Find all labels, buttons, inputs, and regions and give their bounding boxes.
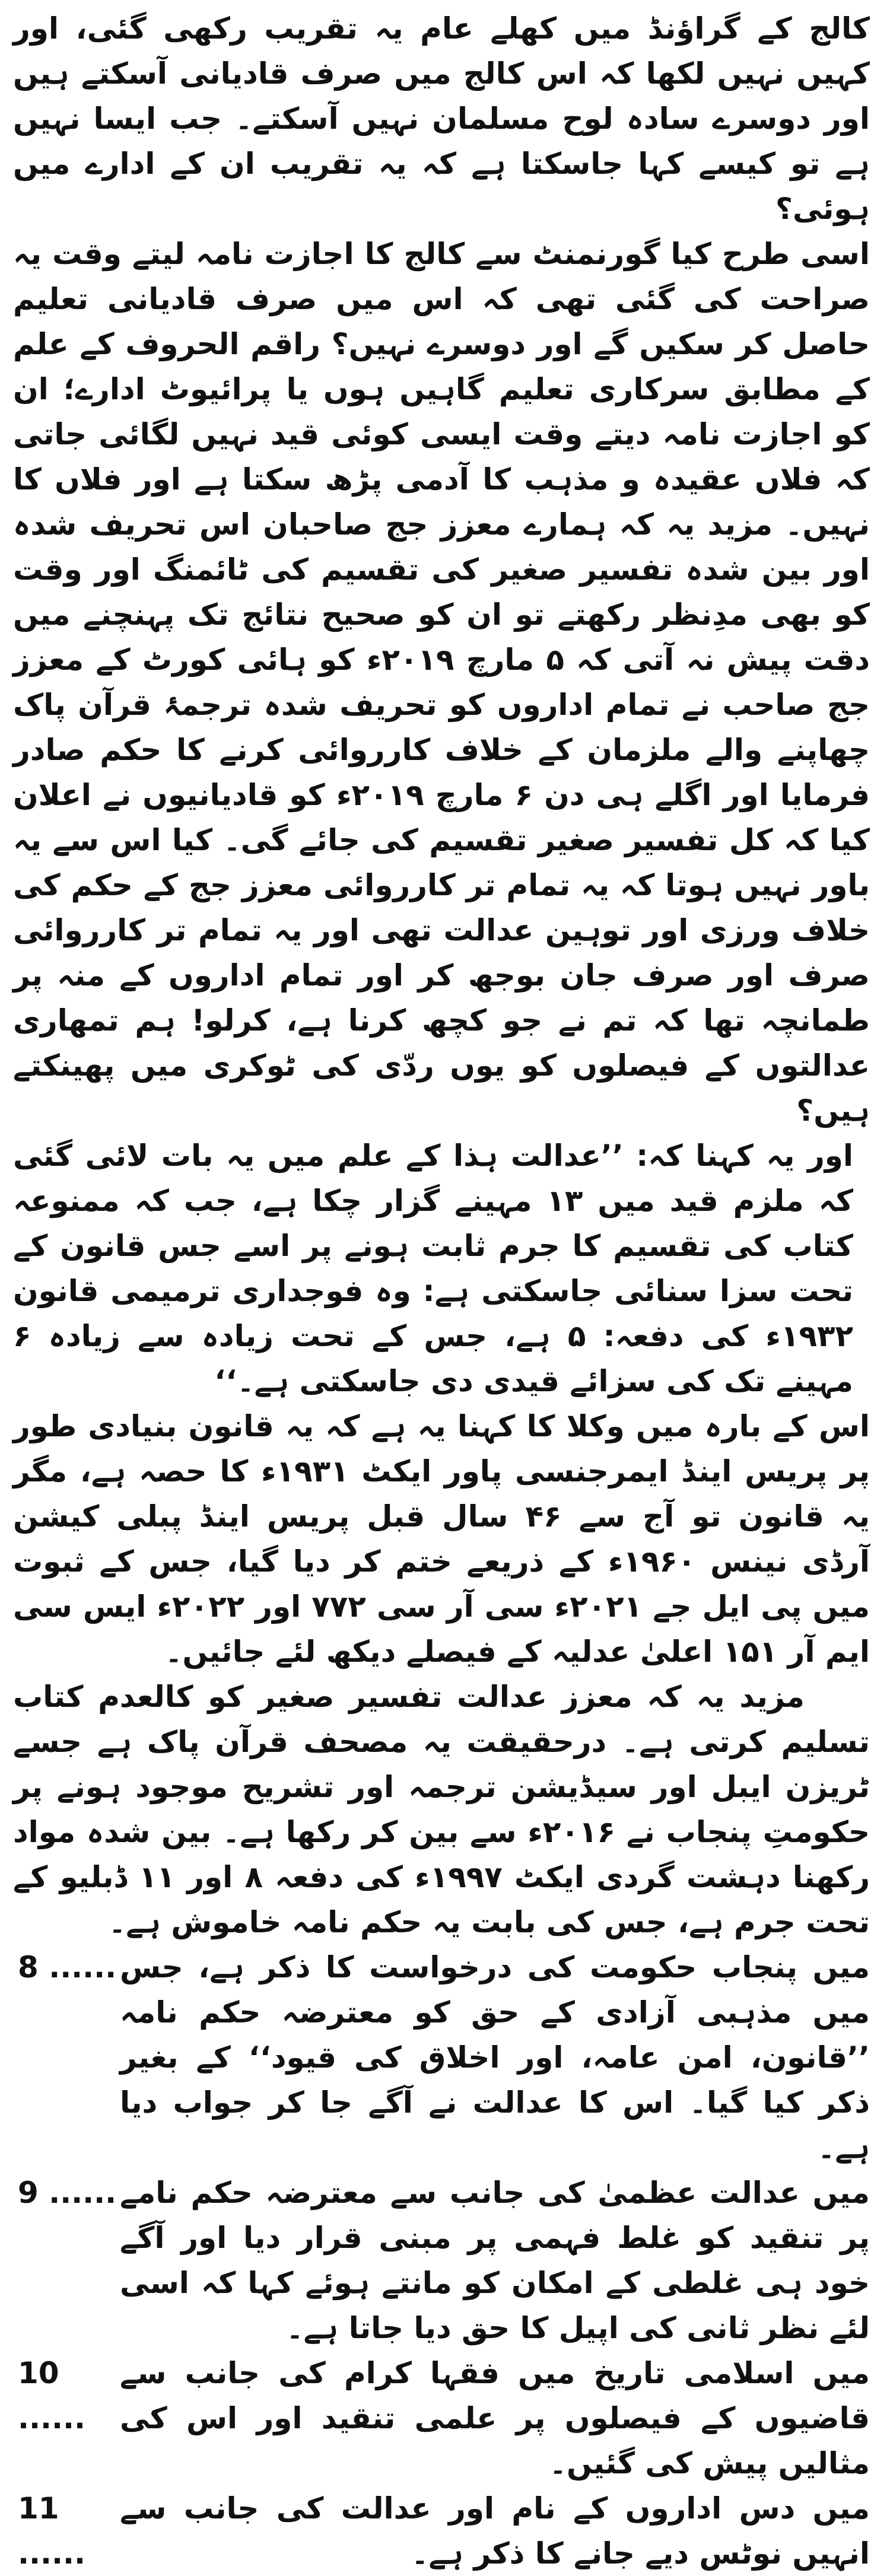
numbered-item-label: 9 ...... [18, 2176, 117, 2210]
numbered-item-11 [13, 2486, 870, 2576]
numbered-item-9 [13, 2170, 870, 2351]
numbered-item-text: میں عدالت عظمیٰ کی جانب سے معترضہ حکم نامے پر تنقید کو غلط فہمی پر مبنی قرار دیا اور آگے خود ہی غلطی کے امکان کو مانتے ہوئے کہا کہ اسی لئے نظر ثانی کی اپیل کا حق دیا جاتا ہے۔ [120, 2176, 870, 2345]
paragraph-court-quote: اور یہ کہنا کہ: ’’عدالت ہذا کے علم میں یہ بات لائی گئی کہ ملزم قید میں ۱۳ مہینے گزار چکا ہے، جب کہ ممنوعہ کتاب کی تقسیم کا جرم ثابت ہونے پر اسے جس قانون کے تحت سزا سنائی جاسکتی ہے: وہ فوجداری ترمیمی قانون ۱۹۳۲ء کی دفعہ: ۵ ہے، جس کے تحت زیادہ سے زیادہ ۶ مہینے تک کی سزائے قیدی دی جاسکتی ہے۔‘‘ [13, 1138, 854, 1398]
numbered-item-label: 8 ...... [18, 1950, 117, 1985]
numbered-item-10 [13, 2351, 870, 2486]
numbered-item-label: 10 ...... [18, 2356, 85, 2435]
numbered-item-text: میں پنجاب حکومت کی درخواست کا ذکر ہے، جس میں مذہبی آزادی کے حق کو معترضہ حکم نامہ ’’قانون، امن عامہ، اور اخلاق کی قیود‘‘ کے بغیر ذکر کیا گیا۔ اس کا عدالت نے آگے جا کر جواب دیا ہے۔ [120, 1950, 870, 2165]
numbered-item-8 [13, 1945, 870, 2170]
numbered-item-label: 11 ...... [18, 2491, 85, 2571]
document-page [13, 0, 870, 2571]
paragraph-banned-book: مزید یہ کہ معزز عدالت تفسیر صغیر کو کالعدم کتاب تسلیم کرتی ہے۔ درحقیقت یہ مصحف قرآن پاک ہے جسے ٹریزن ایبل اور سیڈیشن ترجمہ اور تشریح موجود ہونے پر حکومتِ پنجاب نے ۲۰۱۶ء سے بین کر رکھا ہے۔ بین شدہ مواد رکھنا دہشت گردی ایکٹ ۱۹۹۷ء کی دفعہ ۸ اور ۱۱ ڈبلیو کے تحت جرم ہے، جس کی بابت یہ حکم نامہ خاموش ہے۔ [13, 1680, 870, 1939]
paragraph-college-ceremony: کالج کے گراؤنڈ میں کھلے عام یہ تقریب رکھی گئی، اور کہیں نہیں لکھا کہ اس کالج میں صرف قادیانی آسکتے ہیں اور دوسرے سادہ لوح مسلمان نہیں آسکتے۔ جب ایسا نہیں ہے تو کیسے کہا جاسکتا ہے کہ یہ تقریب ان کے ادارے میں ہوئی؟ [13, 11, 870, 226]
numbered-item-text: میں دس اداروں کے نام اور عدالت کی جانب سے انہیں نوٹس دیے جانے کا ذکر ہے۔ [120, 2491, 870, 2571]
numbered-item-text: میں اسلامی تاریخ میں فقہا کرام کی جانب سے قاضیوں کے فیصلوں پر علمی تنقید اور اس کی مثالیں پیش کی گئیں۔ [120, 2356, 870, 2480]
paragraph-lawyers-view: اس کے بارہ میں وکلا کا کہنا یہ ہے کہ یہ قانون بنیادی طور پر پریس اینڈ ایمرجنسی پاور ایکٹ ۱۹۳۱ء کا حصہ ہے، مگر یہ قانون تو آج سے ۴۶ سال قبل پریس اینڈ پبلی کیشن آرڈی نینس ۱۹۶۰ء کے ذریعے ختم کر دیا گیا، جس کے ثبوت میں پی ایل جے ۲۰۲۱ء سی آر سی ۷۷۲ اور ۲۰۲۲ء ایس سی ایم آر ۱۵۱ اعلیٰ عدلیہ کے فیصلے دیکھ لئے جائیں۔ [13, 1409, 870, 1669]
paragraph-permission-letter: اسی طرح کیا گورنمنٹ سے کالج کا اجازت نامہ لیتے وقت یہ صراحت کی گئی تھی کہ اس میں صرف قادیانی تعلیم حاصل کر سکیں گے اور دوسرے نہیں؟ راقم الحروف کے علم کے مطابق سرکاری تعلیم گاہیں ہوں یا پرائیوٹ ادارے؛ ان کو اجازت نامہ دیتے وقت ایسی کوئی قید نہیں لگائی جاتی کہ فلاں عقیدہ و مذہب کا آدمی پڑھ سکتا ہے اور فلاں کا نہیں۔ مزید یہ کہ ہمارے معزز جج صاحبان اس تحریف شدہ اور بین شدہ تفسیر صغیر کی تقسیم کی ٹائمنگ اور وقت کو بھی مدِنظر رکھتے تو ان کو صحیح نتائج تک پہنچنے میں دقت پیش نہ آتی کہ ۵ مارچ ۲۰۱۹ء کو ہائی کورٹ کے معزز جج صاحب نے تمام اداروں کو تحریف شدہ ترجمۂ قرآن پاک چھاپنے والے ملزمان کے خلاف کارروائی کرنے کا حکم صادر فرمایا اور اگلے ہی دن ۶ مارچ ۲۰۱۹ء کو قادیانیوں نے اعلان کیا کہ کل تفسیر صغیر تقسیم کی جائے گی۔ کیا اس سے یہ باور نہیں ہوتا کہ یہ تمام تر کارروائی معزز جج کے حکم کی خلاف ورزی اور توہین عدالت تھی اور یہ تمام تر کارروائی صرف اور صرف جان بوجھ کر اور تمام اداروں کے منہ پر طمانچہ تھا کہ تم نے جو کچھ کرنا ہے، کرلو! ہم تمھاری عدالتوں کے فیصلوں کو یوں ردّی کی ٹوکری میں پھینکتے ہیں؟ [13, 237, 870, 1128]
